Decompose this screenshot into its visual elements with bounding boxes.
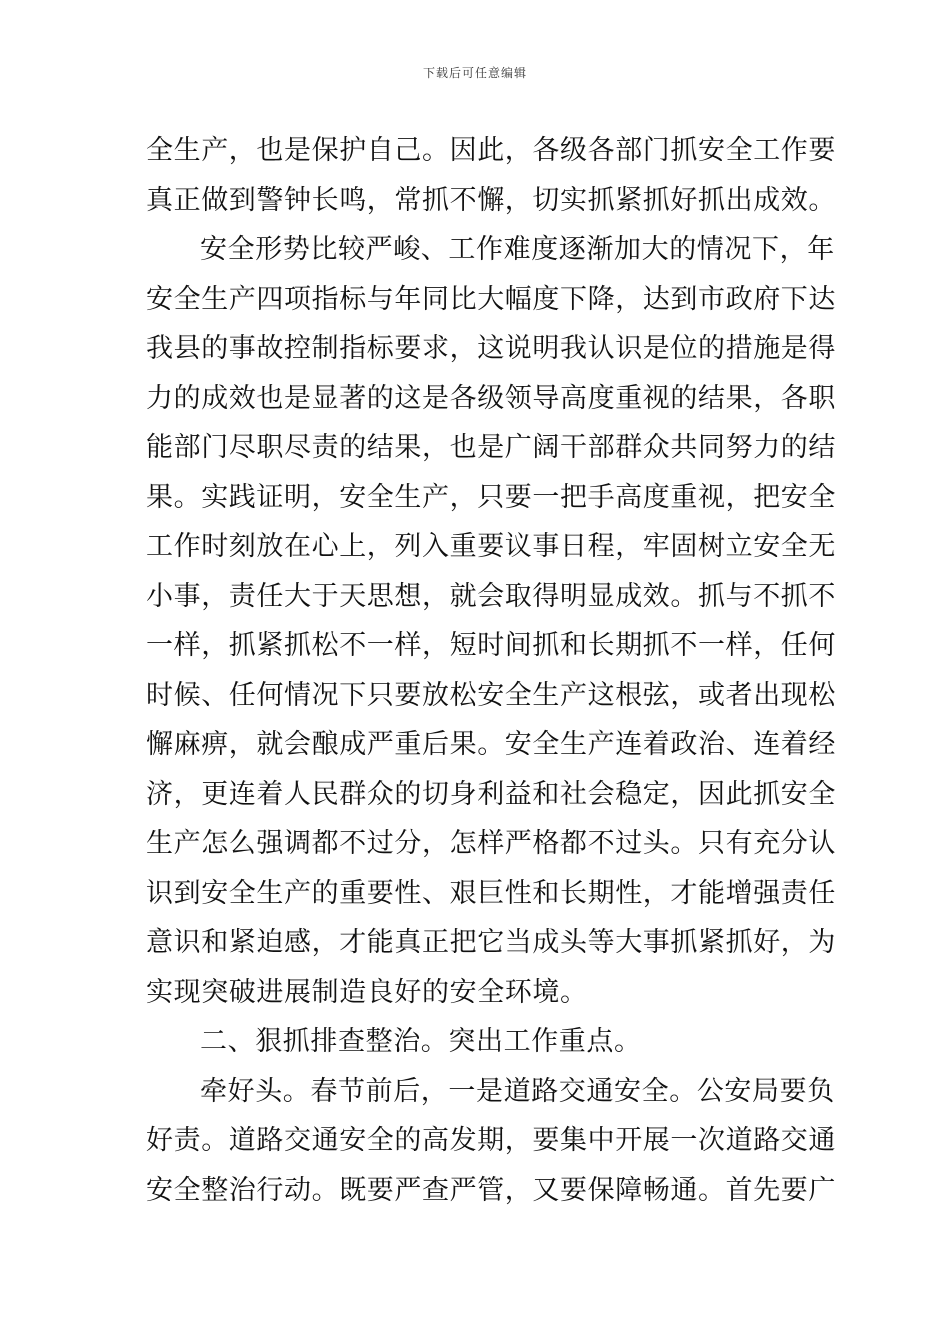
text-line: 懈麻痹，就会酿成严重后果。安全生产连着政治、连着经 bbox=[146, 729, 836, 760]
text-line: 意识和紧迫感，才能真正把它当成头等大事抓紧抓好，为 bbox=[146, 927, 836, 958]
text-line: 好责。道路交通安全的高发期，要集中开展一次道路交通 bbox=[146, 1125, 836, 1156]
text-line: 我县的事故控制指标要求，这说明我认识是位的措施是得 bbox=[146, 333, 836, 364]
section-heading: 二、狠抓排查整治。突出工作重点。 bbox=[200, 1026, 642, 1057]
text-line: 一样，抓紧抓松不一样，短时间抓和长期抓不一样，任何 bbox=[146, 630, 836, 661]
text-line: 能部门尽职尽责的结果，也是广阔干部群众共同努力的结 bbox=[146, 432, 836, 463]
text-line: 安全生产四项指标与年同比大幅度下降，达到市政府下达 bbox=[146, 283, 836, 315]
text-line: 时候、任何情况下只要放松安全生产这根弦，或者出现松 bbox=[146, 679, 836, 711]
text-line: 济，更连着人民群众的切身利益和社会稳定，因此抓安全 bbox=[146, 778, 836, 810]
text-line: 识到安全生产的重要性、艰巨性和长期性，才能增强责任 bbox=[146, 877, 836, 909]
text-line: 安全形势比较严峻、工作难度逐渐加大的情况下，年 bbox=[200, 234, 835, 265]
text-line: 力的成效也是显著的这是各级领导高度重视的结果，各职 bbox=[146, 382, 836, 414]
page-header: 下载后可任意编辑 bbox=[422, 66, 527, 80]
text-line: 生产怎么强调都不过分，怎样严格都不过头。只有充分认 bbox=[146, 828, 836, 859]
document-body bbox=[146, 126, 836, 1215]
text-line: 全生产，也是保护自己。因此，各级各部门抓安全工作要 bbox=[146, 135, 836, 166]
text-line: 果。实践证明，安全生产，只要一把手高度重视，把安全 bbox=[146, 481, 836, 513]
text-line: 小事，责任大于天思想，就会取得明显成效。抓与不抓不 bbox=[146, 580, 836, 612]
text-line: 真正做到警钟长鸣，常抓不懈，切实抓紧抓好抓出成效。 bbox=[146, 184, 836, 216]
text-line: 牵好头。春节前后，一是道路交通安全。公安局要负 bbox=[200, 1075, 835, 1107]
text-line: 安全整治行动。既要严查严管，又要保障畅通。首先要广 bbox=[146, 1174, 836, 1206]
text-line: 实现突破进展制造良好的安全环境。 bbox=[146, 976, 588, 1008]
text-line: 工作时刻放在心上，列入重要议事日程，牢固树立安全无 bbox=[146, 531, 836, 562]
